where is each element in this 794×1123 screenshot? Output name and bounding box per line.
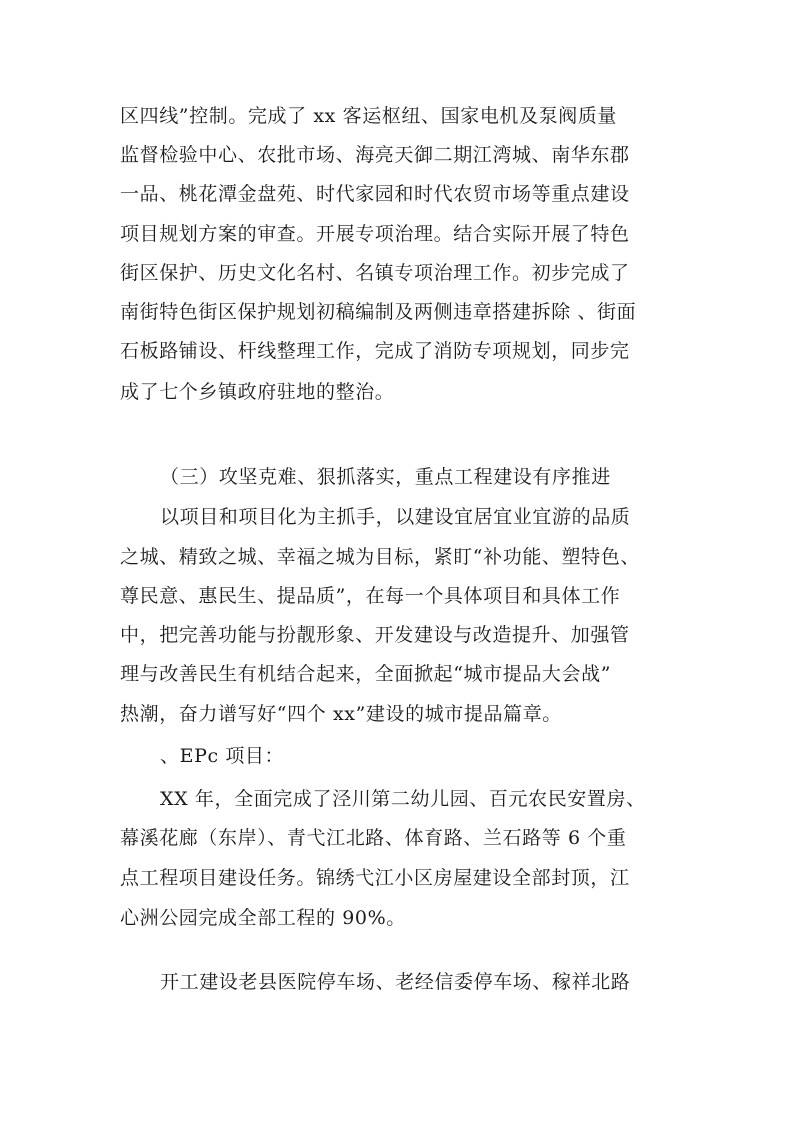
paragraph-3-line-3: 点工程项目建设任务。锦绣弋江小区房屋建设全部封顶，江 [120,867,630,889]
paragraph-1-line-8: 成了七个乡镇政府驻地的整治。 [120,381,395,403]
epc-heading: 、EPc 项目： [160,745,285,767]
paragraph-2-line-5: 理与改善民生有机结合起来，全面掀起“城市提品大会战” [120,663,612,685]
paragraph-2-line-2: 之城、精致之城、幸福之城为目标，紧盯“补功能、塑特色、 [120,546,640,568]
paragraph-3-line-2: 幕溪花廊（东岸）、青弋江北路、体育路、兰石路等 6 个重 [120,827,627,849]
paragraph-3-line-4: 心洲公园完成全部工程的 90%。 [120,907,406,929]
paragraph-3-line-1: XX 年，全面完成了泾川第二幼儿园、百元农民安置房、 [160,788,646,810]
paragraph-2-line-1: 以项目和项目化为主抓手，以建设宜居宜业宜游的品质 [160,506,631,528]
paragraph-1-line-3: 一品、桃花潭金盘苑、时代家园和时代农贸市场等重点建设 [120,183,630,205]
paragraph-2-line-3: 尊民意、惠民生、提品质”，在每一个具体项目和具体工作 [120,585,621,607]
paragraph-1-line-6: 南街特色街区保护规划初稿编制及两侧违章搭建拆除 、街面 [120,301,637,323]
paragraph-2-line-4: 中，把完善功能与扮靓形象、开发建设与改造提升、加强管 [120,624,630,646]
paragraph-1-line-4: 项目规划方案的审查。开展专项治理。结合实际开展了特色 [120,223,630,245]
paragraph-1-line-2: 监督检验中心、农批市场、海亮天御二期江湾城、南华东郡 [120,144,630,166]
paragraph-2-line-6: 热潮，奋力谱写好“四个 xx”建设的城市提品篇章。 [120,703,562,725]
paragraph-1-line-7: 石板路铺设、杆线整理工作，完成了消防专项规划，同步完 [120,340,630,362]
section-heading: （三）攻坚克难、狠抓落实，重点工程建设有序推进 [160,466,611,488]
paragraph-4-line-1: 开工建设老县医院停车场、老经信委停车场、稼祥北路 [160,971,631,993]
paragraph-1-line-5: 街区保护、历史文化名村、名镇专项治理工作。初步完成了 [120,262,630,284]
paragraph-1-line-1: 区四线”控制。完成了 xx 客运枢纽、国家电机及泵阀质量 [120,105,618,127]
